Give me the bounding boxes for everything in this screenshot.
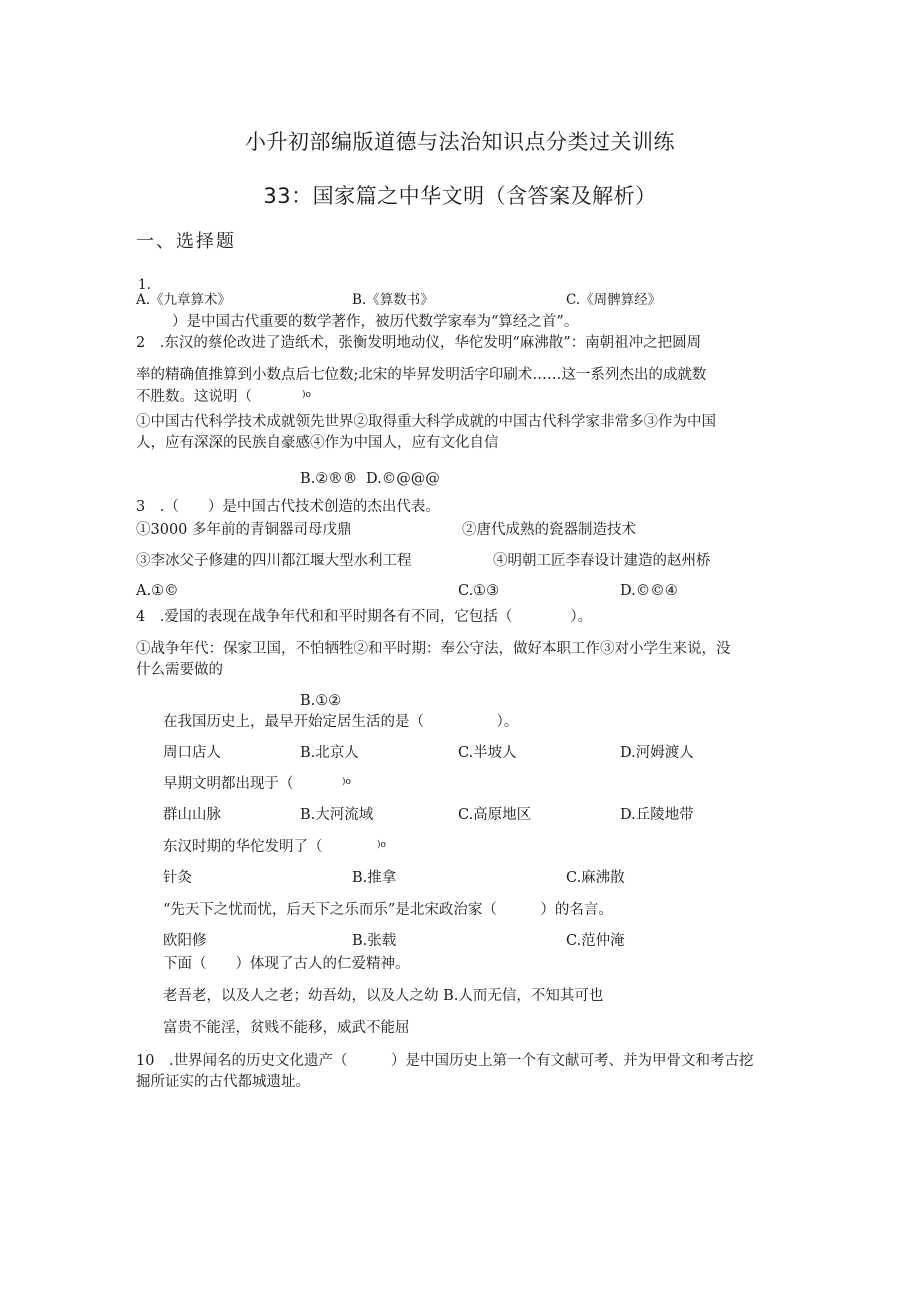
q2-line-4: ①中国古代科学技术成就领先世界②取得重大科学成就的中国古代科学家非常多③作为中国: [136, 414, 716, 430]
q8-option-b: B.张载: [352, 933, 397, 949]
q3-option-a: A.①©: [136, 583, 179, 599]
q10-line-2: 掘所证实的古代都城遗址。: [136, 1074, 310, 1090]
q8-option-a: 欧阳修: [163, 933, 207, 949]
q8-option-c: C.范仲淹: [566, 933, 625, 949]
q7-option-a: 针灸: [163, 870, 192, 886]
q5-option-a: 周口店人: [163, 745, 221, 761]
q2-line-1: 2 .东汉的蔡伦改进了造纸术，张衡发明地动仪，华佗发明“麻沸散”：南朝祖冲之把圆周: [136, 335, 702, 351]
q2-option-d: D.©@@@: [366, 471, 440, 487]
q10-line-1: 10 .世界闻名的历史文化遗产（ ）是中国历史上第一个有文献可考、并为甲骨文和考古挖: [136, 1053, 754, 1069]
q5-option-c: C.半坡人: [458, 745, 517, 761]
q6-option-b: B.大河流域: [300, 807, 374, 823]
q1-option-a: A.《九章算术》: [136, 292, 232, 308]
q2-line-3-end: )o: [302, 390, 311, 400]
q7-stem-end: )o: [377, 840, 386, 850]
doc-title-line2: 33：国家篇之中华文明（含答案及解析）: [263, 184, 657, 208]
q4-option-b: B.①②: [300, 693, 342, 709]
q1-stem: ）是中国古代重要的数学著作，被历代数学家奉为“算经之首”。: [172, 314, 579, 330]
q7-option-c: C.麻沸散: [566, 870, 625, 886]
q1-number: 1.: [138, 277, 151, 293]
q8-stem: “先天下之忧而忧，后天下之乐而乐”是北宋政治家（ ）的名言。: [163, 902, 613, 918]
q3-item-1: ①3000 多年前的青铜器司母戊鼎: [136, 522, 352, 538]
q5-option-b: B.北京人: [300, 745, 359, 761]
q9-option-c: 富贵不能淫，贫贱不能移，威武不能屈: [163, 1020, 410, 1036]
q3-stem: 3 .（ ）是中国古代技术创造的杰出代表。: [136, 499, 440, 515]
q9-stem: 下面（ ）体现了古人的仁爱精神。: [163, 956, 410, 972]
q7-stem: 东汉时期的华佗发明了（: [163, 839, 323, 855]
q5-option-d: D.河姆渡人: [620, 745, 694, 761]
q3-item-4: ④明朝工匠李春设计建造的赵州桥: [493, 553, 711, 569]
q6-option-a: 群山山脉: [163, 807, 221, 823]
q3-item-3: ③李冰父子修建的四川都江堰大型水利工程: [136, 553, 412, 569]
q2-line-3: 不胜数。这说明（: [136, 389, 252, 405]
section-heading: 一、选择题: [136, 231, 236, 252]
q2-line-2: 率的精确值推算到小数点后七位数;北宋的毕昇发明活字印刷术……这一系列杰出的成就数: [136, 367, 707, 383]
q2-option-b: B.②®®: [300, 471, 358, 487]
q4-line-2: 什么需要做的: [136, 662, 223, 678]
q1-option-b: B.《算数书》: [352, 292, 434, 308]
q5-stem: 在我国历史上，最早开始定居生活的是（ ）。: [163, 714, 519, 730]
q9-option-ab: 老吾老，以及人之老；幼吾幼，以及人之幼 B.人而无信，不知其可也: [163, 988, 604, 1004]
q6-option-c: C.高原地区: [458, 807, 532, 823]
q6-stem: 早期文明都出现于（: [163, 776, 294, 792]
q3-option-c: C.①③: [458, 583, 500, 599]
q3-option-d: D.©©④: [620, 583, 678, 599]
q1-option-c: C.《周髀算经》: [566, 292, 662, 308]
q6-option-d: D.丘陵地带: [620, 807, 694, 823]
doc-title-line1: 小升初部编版道德与法治知识点分类过关训练: [245, 130, 675, 154]
q7-option-b: B.推拿: [352, 870, 397, 886]
q2-line-5: 人，应有深深的民族自豪感④作为中国人，应有文化自信: [136, 435, 499, 451]
q3-item-2: ②唐代成熟的瓷器制造技术: [462, 522, 636, 538]
q4-stem: 4 .爱国的表现在战争年代和和平时期各有不同，它包括（ ）。: [136, 609, 593, 625]
q4-line-1: ①战争年代：保家卫国，不怕牺牲②和平时期：奉公守法，做好本职工作③对小学生来说，没: [136, 641, 731, 657]
q6-stem-end: )o: [342, 777, 351, 787]
